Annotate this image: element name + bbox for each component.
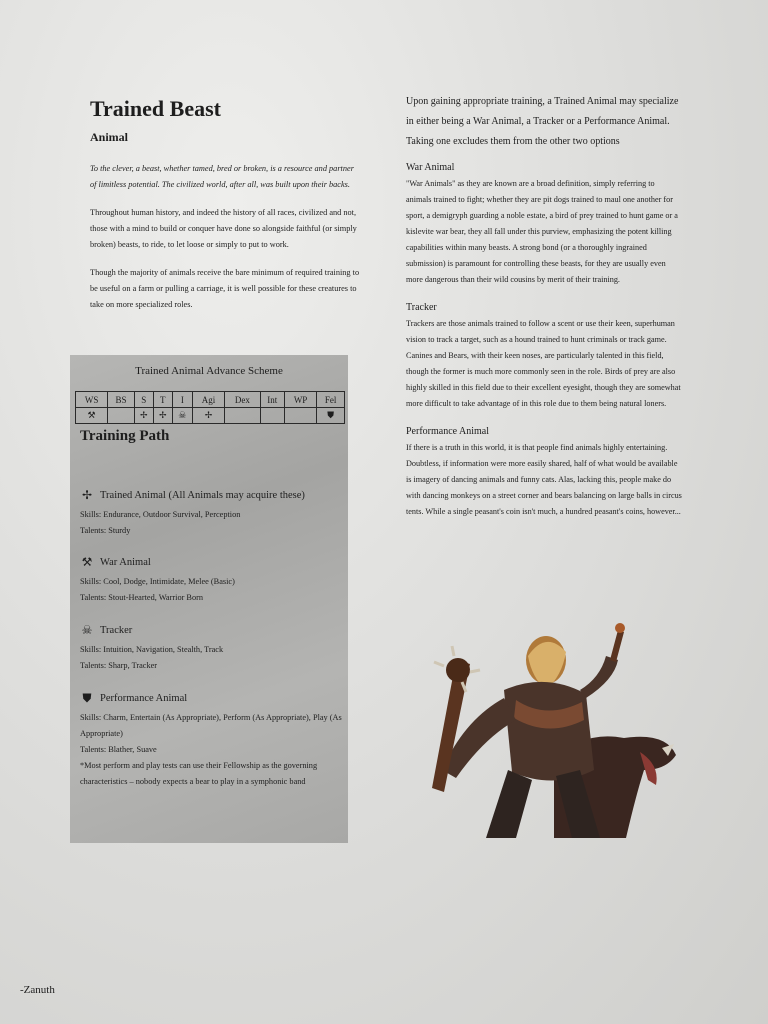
scheme-header: I (172, 392, 192, 408)
page-title: Trained Beast (90, 96, 221, 121)
section-name: Trained Animal (All Animals may acquire these) (100, 490, 305, 501)
section-talents: Talents: Sharp, Tracker (80, 661, 158, 670)
scheme-header: Agi (192, 392, 224, 408)
section-skills: Skills: Charm, Entertain (As Appropriate), Perform (As Appropriate), Play (As Appropriate) (80, 713, 342, 738)
scheme-header: Fel (317, 392, 345, 408)
scheme-header: WS (76, 392, 108, 408)
paragraph-1: Throughout human history, and indeed the history of all races, civilized and not, those with a mind to build or conquer have done so alongside faithful (or simply broken) beasts, to ride, to let loose or simply to put to work. (90, 208, 357, 249)
scheme-header: Int (260, 392, 284, 408)
training-path-title: Training Path (80, 428, 170, 444)
section-talents: Talents: Stout-Hearted, Warrior Born (80, 593, 204, 602)
paragraph-2: Though the majority of animals receive the bare minimum of required training to be useful on a farm or pulling a carriage, it is well possible for these creatures to take on more specialized roles. (90, 268, 360, 309)
empty-cell (260, 408, 284, 424)
left-column (90, 96, 362, 325)
section-performance-animal (80, 691, 342, 790)
section-name: War Animal (100, 557, 151, 568)
section-trained-animal (80, 488, 342, 539)
section-war-animal (80, 555, 342, 606)
section-name: Performance Animal (100, 693, 188, 704)
shield-icon: ⛊ (82, 691, 92, 705)
author-signature: -Zanuth (20, 984, 55, 996)
scheme-header: T (153, 392, 172, 408)
advance-scheme-box (70, 355, 348, 843)
skull-icon: ☠ (172, 408, 192, 424)
section-tracker (80, 623, 342, 674)
skull-icon: ☠ (81, 623, 93, 637)
empty-cell (225, 408, 261, 424)
section-note: *Most perform and play tests can use their Fellowship as the governing characteristics – nobody expects a bear to play in a symphonic band (80, 761, 318, 786)
scheme-header: BS (108, 392, 135, 408)
scheme-title: Trained Animal Advance Scheme (135, 365, 283, 377)
cross-icon: ✢ (192, 408, 224, 424)
scheme-header: S (134, 392, 153, 408)
cross-icon: ✢ (81, 488, 93, 502)
specialization-intro: Upon gaining appropriate training, a Trained Animal may specialize in either being a War Animal, a Tracker or a Performance Animal. Taking one excludes them from the other two options (406, 96, 679, 147)
section-heading (80, 555, 342, 570)
axes-icon: ⚒ (76, 408, 108, 424)
cross-icon: ✢ (153, 408, 172, 424)
page-subtitle: Animal (90, 130, 129, 144)
section-heading (80, 623, 342, 638)
torch-icon (610, 623, 625, 662)
performance-heading: Performance Animal (406, 426, 490, 437)
tracker-heading: Tracker (406, 302, 437, 313)
section-talents: Talents: Sturdy (80, 526, 131, 535)
houndmaster-illustration (404, 620, 682, 842)
section-skills: Skills: Cool, Dodge, Intimidate, Melee (Basic) (80, 577, 235, 586)
axes-icon: ⚒ (81, 555, 93, 569)
cross-icon: ✢ (134, 408, 153, 424)
war-animal-heading: War Animal (406, 162, 455, 173)
section-skills: Skills: Intuition, Navigation, Stealth, Track (80, 645, 224, 654)
section-heading (80, 691, 342, 706)
tracker-text: Trackers are those animals trained to follow a scent or use their keen, superhuman vision to track a target, such as a hound trained to hunt criminals or track game. Canines and Bears, with their keen noses, are particularly talented in this field, though the former is much more commonly seen in the role. Birds of prey are also highly skilled in this field due to their excellent eyesight, though they are somewhat more difficult to take advantage of in this role due to them being natural loners. (406, 319, 681, 408)
advance-scheme-table (75, 391, 345, 424)
scheme-icon-row (76, 408, 345, 424)
scheme-header: Dex (225, 392, 261, 408)
shield-icon: ⛊ (317, 408, 345, 424)
empty-cell (284, 408, 316, 424)
section-name: Tracker (100, 625, 133, 636)
section-skills: Skills: Endurance, Outdoor Survival, Perception (80, 510, 241, 519)
empty-cell (108, 408, 135, 424)
right-column (406, 92, 682, 520)
scheme-header-row (76, 392, 345, 408)
section-heading (80, 488, 342, 503)
performance-text: If there is a truth in this world, it is that people find animals highly entertaining. Doubtless, if information were more easily shared, half of what would be available is imagery of dancing animals and funny cats. Alas, lacking this, people make do with dancing monkeys on a street corner and bears balancing on large balls in circus tents. While a single peasant's coin isn't much, a hundred peasant's coins, however... (406, 443, 682, 516)
war-animal-text: "War Animals" as they are known are a broad definition, simply referring to animals trained to fight; whether they are pit dogs trained to maul one another for sport, a demigryph guarding a noble estate, a bird of prey trained to hunt game or a kislevite war bear, they all fall under this purview, emphasizing the potent killing capabilities within many beasts. A strong bond (or a thoroughly ingrained submission) is paramount for controlling these beasts, for they are usually even more dangerous than their wild cousins by merit of their training. (406, 179, 678, 284)
section-talents: Talents: Blather, Suave (80, 745, 157, 754)
intro-italic: To the clever, a beast, whether tamed, bred or broken, is a resource and partner of limitless potential. The civilized world, after all, was built upon their backs. (90, 164, 354, 189)
scheme-header: WP (284, 392, 316, 408)
